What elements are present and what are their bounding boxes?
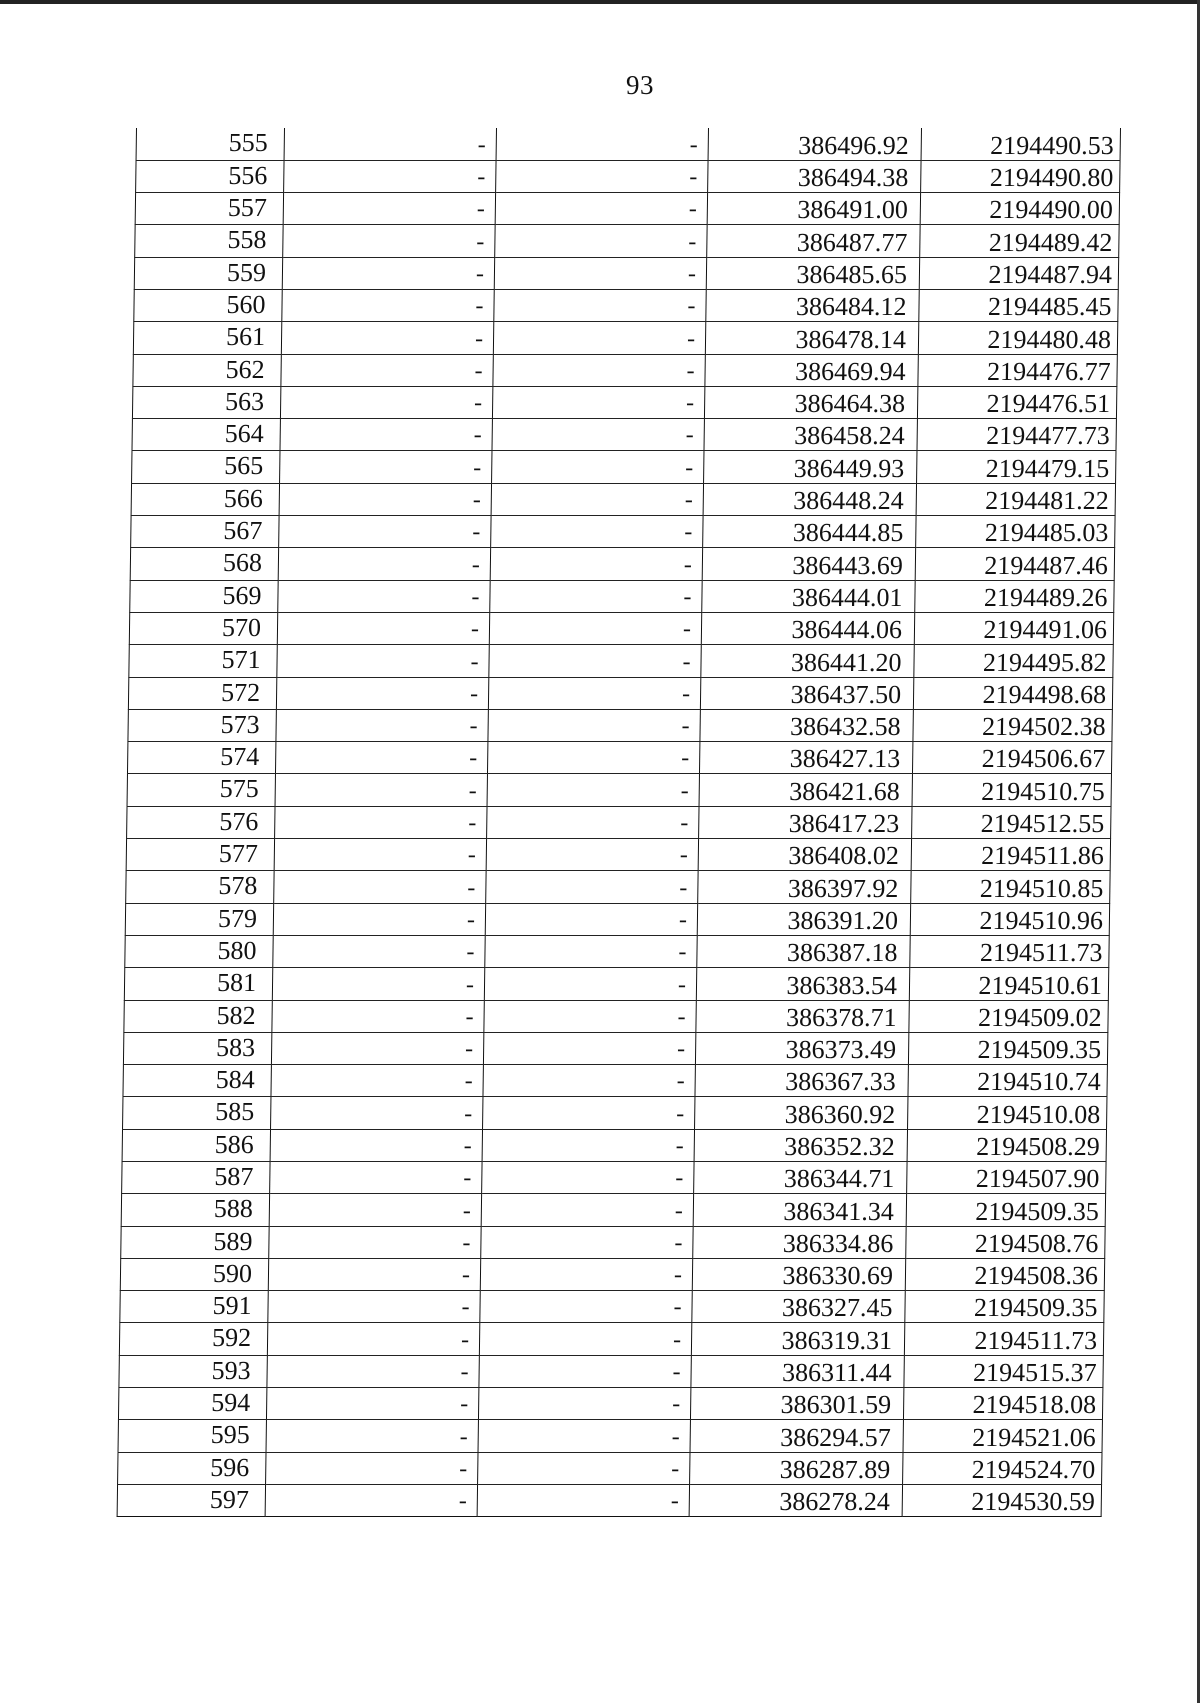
empty-cell-b: - (484, 968, 696, 1000)
table-row (126, 839, 1110, 871)
y-coordinate-cell: 2194491.06 (914, 612, 1113, 644)
table-row (125, 935, 1109, 967)
empty-cell-a: - (269, 1226, 481, 1258)
empty-cell-a: - (277, 645, 489, 677)
y-coordinate-cell: 2194476.51 (917, 386, 1116, 418)
y-coordinate-cell: 2194509.35 (906, 1194, 1105, 1226)
x-coordinate-cell: 386427.13 (699, 742, 912, 774)
table-row (118, 1452, 1102, 1484)
empty-cell-b: - (483, 1065, 695, 1097)
y-coordinate-cell: 2194510.61 (909, 968, 1108, 1000)
x-coordinate-cell: 386458.24 (704, 419, 917, 451)
empty-cell-a: - (267, 1355, 479, 1387)
empty-cell-a: - (270, 1162, 482, 1194)
table-row (123, 1032, 1107, 1064)
empty-cell-b: - (488, 709, 700, 741)
empty-cell-b: - (489, 645, 701, 677)
y-coordinate-cell: 2194507.90 (907, 1162, 1106, 1194)
empty-cell-a: - (280, 419, 492, 451)
empty-cell-b: - (494, 257, 706, 289)
table-row (131, 516, 1115, 548)
empty-cell-b: - (479, 1323, 691, 1355)
y-coordinate-cell: 2194502.38 (913, 709, 1112, 741)
table-row (131, 483, 1115, 515)
table-row (122, 1129, 1106, 1161)
x-coordinate-cell: 386464.38 (704, 386, 917, 418)
y-coordinate-cell: 2194489.26 (915, 580, 1114, 612)
x-coordinate-cell: 386496.92 (708, 128, 921, 160)
point-number-cell: 572 (128, 677, 276, 709)
table-row (135, 193, 1119, 225)
empty-cell-a: - (268, 1258, 480, 1290)
empty-cell-b: - (494, 289, 706, 321)
y-coordinate-cell: 2194510.75 (912, 774, 1111, 806)
x-coordinate-cell: 386491.00 (707, 193, 920, 225)
y-coordinate-cell: 2194509.02 (909, 1000, 1108, 1032)
point-number-cell: 582 (124, 1000, 272, 1032)
empty-cell-a: - (268, 1291, 480, 1323)
empty-cell-b: - (488, 677, 700, 709)
empty-cell-a: - (284, 160, 496, 192)
point-number-cell: 566 (131, 483, 279, 515)
y-coordinate-cell: 2194487.94 (919, 257, 1118, 289)
empty-cell-b: - (491, 483, 703, 515)
x-coordinate-cell: 386341.34 (693, 1194, 906, 1226)
point-number-cell: 597 (117, 1484, 265, 1516)
point-number-cell: 562 (133, 354, 281, 386)
empty-cell-a: - (278, 580, 490, 612)
x-coordinate-cell: 386334.86 (693, 1226, 906, 1258)
y-coordinate-cell: 2194490.00 (920, 193, 1119, 225)
empty-cell-a: - (277, 612, 489, 644)
x-coordinate-cell: 386397.92 (698, 871, 911, 903)
point-number-cell: 581 (124, 968, 272, 1000)
empty-cell-a: - (270, 1129, 482, 1161)
empty-cell-a: - (273, 935, 485, 967)
coordinate-table-body (117, 128, 1120, 1517)
x-coordinate-cell: 386330.69 (692, 1258, 905, 1290)
empty-cell-a: - (280, 386, 492, 418)
y-coordinate-cell: 2194490.80 (921, 160, 1120, 192)
point-number-cell: 571 (129, 645, 277, 677)
empty-cell-b: - (477, 1484, 689, 1516)
empty-cell-a: - (274, 839, 486, 871)
point-number-cell: 586 (122, 1129, 270, 1161)
table-row (121, 1226, 1105, 1258)
empty-cell-a: - (269, 1194, 481, 1226)
x-coordinate-cell: 386421.68 (699, 774, 912, 806)
y-coordinate-cell: 2194479.15 (917, 451, 1116, 483)
empty-cell-a: - (280, 451, 492, 483)
x-coordinate-cell: 386432.58 (700, 709, 913, 741)
point-number-cell: 590 (120, 1258, 268, 1290)
point-number-cell: 575 (127, 774, 275, 806)
x-coordinate-cell: 386408.02 (698, 839, 911, 871)
empty-cell-b: - (480, 1258, 692, 1290)
x-coordinate-cell: 386478.14 (705, 322, 918, 354)
table-row (136, 128, 1120, 160)
point-number-cell: 587 (122, 1162, 270, 1194)
table-row (119, 1355, 1103, 1387)
y-coordinate-cell: 2194489.42 (920, 225, 1119, 257)
empty-cell-b: - (492, 386, 704, 418)
point-number-cell: 558 (135, 225, 283, 257)
table-row (129, 612, 1113, 644)
y-coordinate-cell: 2194530.59 (902, 1484, 1101, 1516)
y-coordinate-cell: 2194506.67 (912, 742, 1111, 774)
empty-cell-a: - (266, 1388, 478, 1420)
empty-cell-a: - (271, 1032, 483, 1064)
point-number-cell: 591 (120, 1291, 268, 1323)
table-row (118, 1420, 1102, 1452)
x-coordinate-cell: 386344.71 (694, 1162, 907, 1194)
y-coordinate-cell: 2194510.96 (910, 903, 1109, 935)
empty-cell-b: - (493, 322, 705, 354)
point-number-cell: 560 (134, 289, 282, 321)
empty-cell-b: - (493, 354, 705, 386)
table-row (134, 289, 1118, 321)
empty-cell-b: - (481, 1194, 693, 1226)
empty-cell-a: - (272, 1000, 484, 1032)
x-coordinate-cell: 386444.85 (703, 516, 916, 548)
table-row (121, 1194, 1105, 1226)
table-row (118, 1388, 1102, 1420)
point-number-cell: 588 (121, 1194, 269, 1226)
empty-cell-b: - (486, 871, 698, 903)
point-number-cell: 559 (134, 257, 282, 289)
point-number-cell: 589 (121, 1226, 269, 1258)
empty-cell-a: - (281, 322, 493, 354)
y-coordinate-cell: 2194511.86 (911, 839, 1110, 871)
y-coordinate-cell: 2194508.29 (907, 1129, 1106, 1161)
x-coordinate-cell: 386487.77 (707, 225, 920, 257)
y-coordinate-cell: 2194511.73 (910, 935, 1109, 967)
y-coordinate-cell: 2194508.36 (905, 1258, 1104, 1290)
y-coordinate-cell: 2194509.35 (908, 1032, 1107, 1064)
empty-cell-a: - (265, 1484, 477, 1516)
x-coordinate-cell: 386311.44 (691, 1355, 904, 1387)
y-coordinate-cell: 2194524.70 (903, 1452, 1102, 1484)
point-number-cell: 585 (123, 1097, 271, 1129)
empty-cell-a: - (276, 709, 488, 741)
empty-cell-b: - (489, 612, 701, 644)
empty-cell-a: - (266, 1452, 478, 1484)
table-row (125, 903, 1109, 935)
y-coordinate-cell: 2194480.48 (918, 322, 1117, 354)
y-coordinate-cell: 2194518.08 (903, 1388, 1102, 1420)
x-coordinate-cell: 386383.54 (696, 968, 909, 1000)
y-coordinate-cell: 2194498.68 (913, 677, 1112, 709)
table-row (132, 386, 1116, 418)
empty-cell-a: - (276, 677, 488, 709)
x-coordinate-cell: 386301.59 (690, 1388, 903, 1420)
empty-cell-a: - (282, 289, 494, 321)
empty-cell-b: - (485, 935, 697, 967)
empty-cell-a: - (272, 968, 484, 1000)
point-number-cell: 570 (129, 612, 277, 644)
x-coordinate-cell: 386367.33 (695, 1065, 908, 1097)
empty-cell-a: - (275, 742, 487, 774)
table-row (135, 225, 1119, 257)
table-row (117, 1484, 1101, 1516)
empty-cell-a: - (273, 903, 485, 935)
y-coordinate-cell: 2194511.73 (904, 1323, 1103, 1355)
y-coordinate-cell: 2194490.53 (921, 128, 1120, 160)
table-row (132, 419, 1116, 451)
y-coordinate-cell: 2194481.22 (916, 483, 1115, 515)
empty-cell-a: - (275, 806, 487, 838)
coordinate-table (117, 128, 1121, 1517)
empty-cell-a: - (279, 483, 491, 515)
table-row (119, 1323, 1103, 1355)
empty-cell-b: - (483, 1032, 695, 1064)
empty-cell-b: - (495, 225, 707, 257)
empty-cell-b: - (479, 1355, 691, 1387)
empty-cell-b: - (487, 774, 699, 806)
x-coordinate-cell: 386494.38 (708, 160, 921, 192)
table-row (126, 871, 1110, 903)
empty-cell-a: - (271, 1065, 483, 1097)
table-row (122, 1162, 1106, 1194)
x-coordinate-cell: 386373.49 (695, 1032, 908, 1064)
table-row (127, 806, 1111, 838)
empty-cell-a: - (274, 871, 486, 903)
x-coordinate-cell: 386444.06 (701, 612, 914, 644)
empty-cell-b: - (491, 516, 703, 548)
x-coordinate-cell: 386391.20 (697, 903, 910, 935)
empty-cell-a: - (279, 516, 491, 548)
x-coordinate-cell: 386278.24 (689, 1484, 902, 1516)
point-number-cell: 579 (125, 903, 273, 935)
point-number-cell: 561 (133, 322, 281, 354)
empty-cell-b: - (487, 806, 699, 838)
x-coordinate-cell: 386443.69 (702, 548, 915, 580)
empty-cell-a: - (283, 193, 495, 225)
empty-cell-b: - (486, 839, 698, 871)
empty-cell-b: - (484, 1000, 696, 1032)
empty-cell-b: - (495, 193, 707, 225)
empty-cell-b: - (492, 451, 704, 483)
point-number-cell: 595 (118, 1420, 266, 1452)
point-number-cell: 594 (118, 1388, 266, 1420)
table-row (120, 1258, 1104, 1290)
x-coordinate-cell: 386319.31 (691, 1323, 904, 1355)
point-number-cell: 574 (127, 742, 275, 774)
empty-cell-b: - (478, 1420, 690, 1452)
table-row (134, 257, 1118, 289)
point-number-cell: 564 (132, 419, 280, 451)
table-row (123, 1097, 1107, 1129)
empty-cell-b: - (478, 1388, 690, 1420)
empty-cell-a: - (278, 548, 490, 580)
point-number-cell: 565 (132, 451, 280, 483)
empty-cell-b: - (490, 580, 702, 612)
x-coordinate-cell: 386294.57 (690, 1420, 903, 1452)
point-number-cell: 584 (123, 1065, 271, 1097)
empty-cell-a: - (282, 257, 494, 289)
table-row (128, 709, 1112, 741)
x-coordinate-cell: 386327.45 (692, 1291, 905, 1323)
y-coordinate-cell: 2194508.76 (906, 1226, 1105, 1258)
x-coordinate-cell: 386469.94 (705, 354, 918, 386)
x-coordinate-cell: 386387.18 (697, 935, 910, 967)
x-coordinate-cell: 386378.71 (696, 1000, 909, 1032)
table-row (129, 645, 1113, 677)
coordinate-table-container (117, 128, 1120, 1517)
point-number-cell: 557 (135, 193, 283, 225)
table-row (132, 451, 1116, 483)
point-number-cell: 569 (130, 580, 278, 612)
x-coordinate-cell: 386448.24 (703, 483, 916, 515)
empty-cell-a: - (284, 128, 496, 160)
point-number-cell: 563 (132, 386, 280, 418)
table-row (133, 322, 1117, 354)
y-coordinate-cell: 2194476.77 (918, 354, 1117, 386)
table-row (123, 1065, 1107, 1097)
x-coordinate-cell: 386352.32 (694, 1129, 907, 1161)
y-coordinate-cell: 2194521.06 (903, 1420, 1102, 1452)
x-coordinate-cell: 386441.20 (701, 645, 914, 677)
empty-cell-a: - (281, 354, 493, 386)
table-row (127, 742, 1111, 774)
y-coordinate-cell: 2194477.73 (917, 419, 1116, 451)
y-coordinate-cell: 2194509.35 (905, 1291, 1104, 1323)
point-number-cell: 577 (126, 839, 274, 871)
table-row (128, 677, 1112, 709)
point-number-cell: 555 (136, 128, 284, 160)
y-coordinate-cell: 2194485.03 (916, 516, 1115, 548)
point-number-cell: 576 (127, 806, 275, 838)
point-number-cell: 592 (119, 1323, 267, 1355)
table-row (124, 968, 1108, 1000)
empty-cell-b: - (496, 160, 708, 192)
empty-cell-b: - (485, 903, 697, 935)
x-coordinate-cell: 386484.12 (706, 289, 919, 321)
empty-cell-b: - (482, 1162, 694, 1194)
x-coordinate-cell: 386360.92 (695, 1097, 908, 1129)
point-number-cell: 593 (119, 1355, 267, 1387)
y-coordinate-cell: 2194512.55 (912, 806, 1111, 838)
empty-cell-a: - (271, 1097, 483, 1129)
empty-cell-b: - (487, 742, 699, 774)
y-coordinate-cell: 2194487.46 (915, 548, 1114, 580)
y-coordinate-cell: 2194510.08 (908, 1097, 1107, 1129)
point-number-cell: 567 (131, 516, 279, 548)
x-coordinate-cell: 386485.65 (706, 257, 919, 289)
empty-cell-b: - (482, 1129, 694, 1161)
x-coordinate-cell: 386417.23 (699, 806, 912, 838)
y-coordinate-cell: 2194495.82 (914, 645, 1113, 677)
point-number-cell: 568 (130, 548, 278, 580)
empty-cell-b: - (490, 548, 702, 580)
empty-cell-b: - (492, 419, 704, 451)
y-coordinate-cell: 2194510.74 (908, 1065, 1107, 1097)
empty-cell-a: - (275, 774, 487, 806)
point-number-cell: 578 (126, 871, 274, 903)
empty-cell-a: - (283, 225, 495, 257)
table-row (130, 548, 1114, 580)
empty-cell-b: - (480, 1291, 692, 1323)
table-row (120, 1291, 1104, 1323)
point-number-cell: 596 (118, 1452, 266, 1484)
page-number: 93 (626, 70, 654, 100)
table-row (130, 580, 1114, 612)
empty-cell-a: - (267, 1323, 479, 1355)
empty-cell-b: - (496, 128, 708, 160)
empty-cell-b: - (483, 1097, 695, 1129)
x-coordinate-cell: 386449.93 (704, 451, 917, 483)
empty-cell-b: - (481, 1226, 693, 1258)
point-number-cell: 580 (125, 935, 273, 967)
x-coordinate-cell: 386437.50 (700, 677, 913, 709)
x-coordinate-cell: 386444.01 (702, 580, 915, 612)
point-number-cell: 556 (136, 160, 284, 192)
empty-cell-b: - (478, 1452, 690, 1484)
table-row (136, 160, 1120, 192)
table-row (127, 774, 1111, 806)
point-number-cell: 573 (128, 709, 276, 741)
x-coordinate-cell: 386287.89 (690, 1452, 903, 1484)
y-coordinate-cell: 2194485.45 (919, 289, 1118, 321)
empty-cell-a: - (266, 1420, 478, 1452)
table-row (133, 354, 1117, 386)
y-coordinate-cell: 2194515.37 (904, 1355, 1103, 1387)
y-coordinate-cell: 2194510.85 (911, 871, 1110, 903)
scan-top-edge (0, 0, 1200, 4)
table-row (124, 1000, 1108, 1032)
point-number-cell: 583 (123, 1032, 271, 1064)
